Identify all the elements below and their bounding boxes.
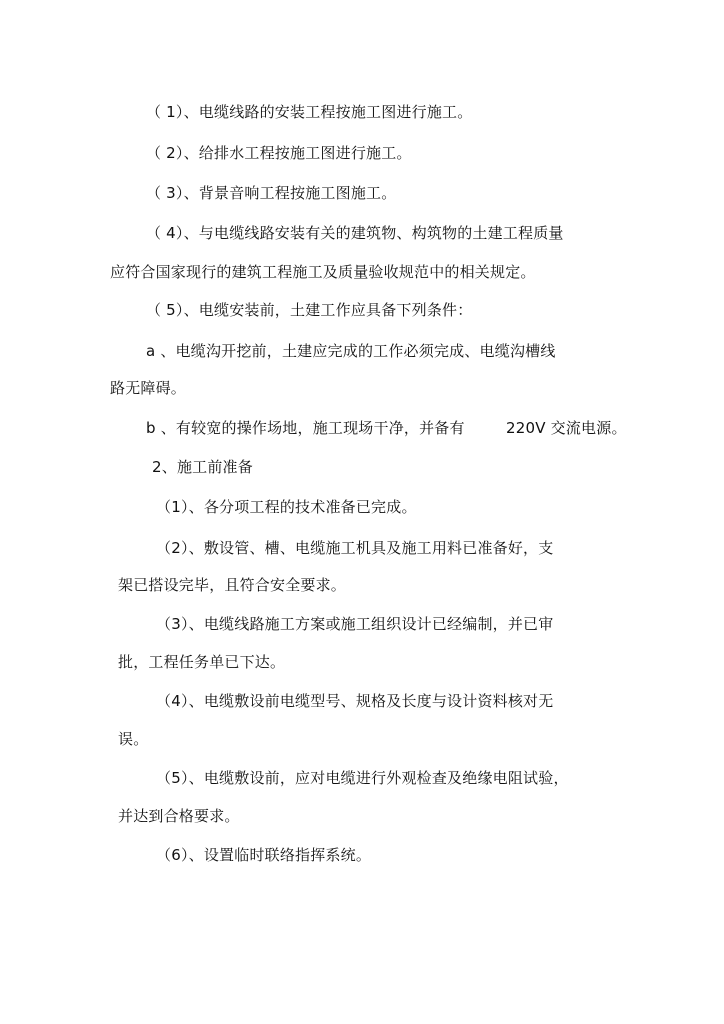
text-line: （6）、设置临时联络指挥系统。	[156, 846, 372, 864]
text-line: 220V 交流电源。	[506, 419, 627, 437]
text-line: （1）、各分项工程的技术准备已完成。	[156, 498, 417, 516]
text-line: （3）、电缆线路施工方案或施工组织设计已经编制，并已审	[156, 615, 554, 633]
text-line: （5）、电缆敷设前，应对电缆进行外观检查及绝缘电阻试验，	[156, 769, 569, 787]
text-line: 路无障碍。	[110, 379, 187, 397]
text-line: 应符合国家现行的建筑工程施工及质量验收规范中的相关规定。	[110, 263, 536, 281]
text-line: 并达到合格要求。	[118, 807, 240, 825]
text-line: （ 2）、给排水工程按施工图进行施工。	[146, 144, 412, 162]
text-line: （ 4）、与电缆线路安装有关的建筑物、构筑物的土建工程质量	[146, 224, 564, 242]
text-line: （ 3）、背景音响工程按施工图施工。	[146, 184, 397, 202]
text-line: b 、有较宽的操作场地，施工现场干净，并备有	[146, 419, 465, 437]
text-line: 架已搭设完毕，且符合安全要求。	[118, 576, 347, 594]
text-line: （ 5）、电缆安装前，土建工作应具备下列条件：	[146, 301, 473, 319]
text-line: （2）、敷设管、槽、电缆施工机具及施工用料已准备好，支	[156, 539, 554, 557]
text-line: 批，工程任务单已下达。	[118, 653, 286, 671]
text-line: a 、电缆沟开挖前，土建应完成的工作必须完成、电缆沟槽线	[146, 342, 556, 360]
text-line: 误。	[118, 730, 149, 748]
text-line: （ 1）、电缆线路的安装工程按施工图进行施工。	[146, 103, 473, 121]
text-line: （4）、电缆敷设前电缆型号、规格及长度与设计资料核对无	[156, 692, 554, 710]
section-heading: 2、施工前准备	[152, 458, 253, 476]
